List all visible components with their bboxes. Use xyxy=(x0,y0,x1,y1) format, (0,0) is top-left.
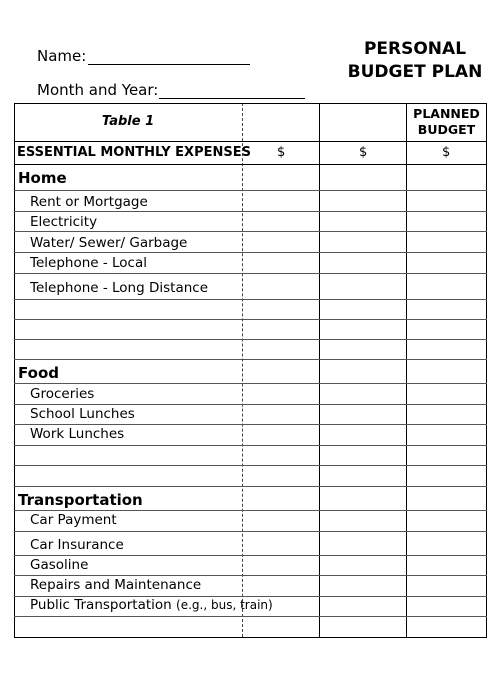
row-divider xyxy=(14,103,487,104)
row-divider xyxy=(14,510,487,511)
planned-budget-line-1: PLANNED xyxy=(413,106,480,121)
list-item-note: (e.g., bus, train) xyxy=(176,598,273,612)
row-divider xyxy=(14,359,487,360)
list-item: Water/ Sewer/ Garbage xyxy=(30,235,188,251)
row-divider xyxy=(14,252,487,253)
title-line-1: PERSONAL xyxy=(363,39,467,59)
list-item: Repairs and Maintenance xyxy=(30,577,202,593)
list-item xyxy=(30,597,273,613)
row-divider xyxy=(14,383,487,384)
row-divider xyxy=(14,575,487,576)
list-item: Car Insurance xyxy=(30,537,124,553)
currency-symbol: $ xyxy=(359,145,368,160)
title-line-2: BUDGET PLAN xyxy=(347,62,483,82)
row-divider xyxy=(14,424,487,425)
row-divider xyxy=(14,404,487,405)
list-item: Gasoline xyxy=(30,557,89,573)
planned-budget-line-2: BUDGET xyxy=(417,122,476,137)
table-caption: Table 1 xyxy=(101,114,155,129)
column-divider-dashed xyxy=(242,103,243,637)
row-divider xyxy=(14,465,487,466)
row-divider xyxy=(14,616,487,617)
list-item: Rent or Mortgage xyxy=(30,194,148,210)
column-divider xyxy=(406,103,407,637)
name-field[interactable] xyxy=(88,64,250,65)
table-left-border xyxy=(14,103,15,637)
row-divider xyxy=(14,164,487,165)
list-item: Car Payment xyxy=(30,512,117,528)
table-right-border xyxy=(486,103,487,637)
row-divider xyxy=(14,141,487,142)
list-item: Telephone - Long Distance xyxy=(30,280,209,296)
currency-symbol: $ xyxy=(442,145,451,160)
section-title-transportation: Transportation xyxy=(18,491,143,509)
name-label: Name: xyxy=(37,47,87,65)
row-divider xyxy=(14,231,487,232)
list-item: Groceries xyxy=(30,386,95,402)
list-item: Work Lunches xyxy=(30,426,125,442)
page-title xyxy=(330,38,500,84)
row-divider xyxy=(14,190,487,191)
row-divider xyxy=(14,299,487,300)
month-year-field[interactable] xyxy=(159,98,305,99)
currency-symbol: $ xyxy=(277,145,286,160)
table-bottom-border xyxy=(14,637,487,638)
row-divider xyxy=(14,486,487,487)
list-item: Electricity xyxy=(30,214,98,230)
row-divider xyxy=(14,555,487,556)
column-divider xyxy=(319,103,320,637)
row-divider xyxy=(14,445,487,446)
section-title-food: Food xyxy=(18,364,59,382)
row-divider xyxy=(14,319,487,320)
planned-budget-header xyxy=(407,106,486,138)
section-title-home: Home xyxy=(18,169,67,187)
row-divider xyxy=(14,273,487,274)
list-item-label: Public Transportation xyxy=(30,597,172,613)
list-item: Telephone - Local xyxy=(30,255,148,271)
row-divider xyxy=(14,339,487,340)
row-divider xyxy=(14,211,487,212)
list-item: School Lunches xyxy=(30,406,135,422)
month-year-label: Month and Year: xyxy=(37,81,159,99)
row-divider xyxy=(14,531,487,532)
essential-expenses-header: ESSENTIAL MONTHLY EXPENSES xyxy=(17,145,251,160)
